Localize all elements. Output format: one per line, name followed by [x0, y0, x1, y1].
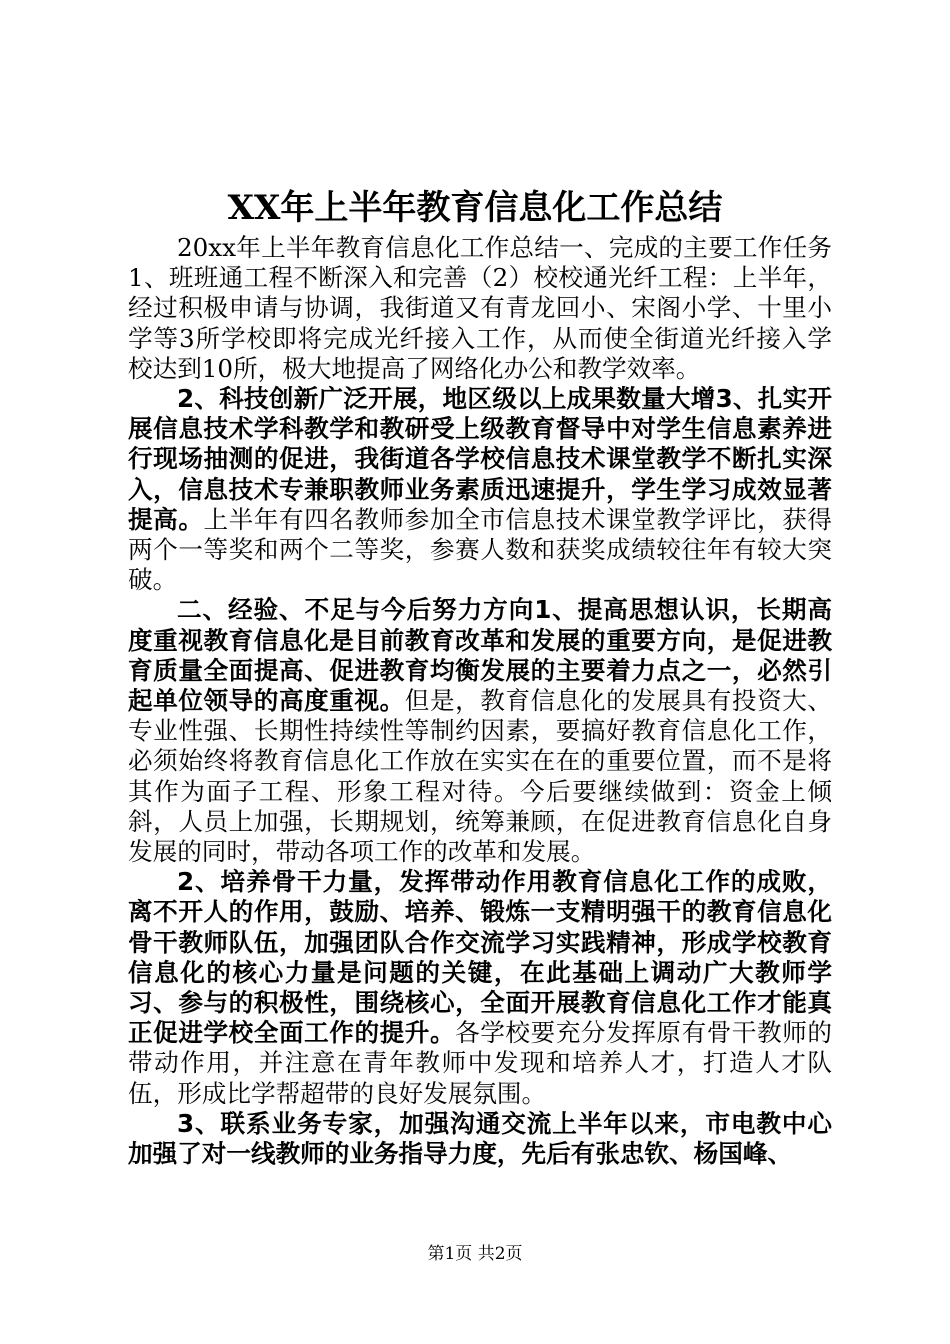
paragraph-3: [128, 595, 832, 867]
paragraph-1-text: 20xx年上半年教育信息化工作总结一、完成的主要工作任务1、班班通工程不断深入和完善（2）校校通光纤工程：上半年，经过积极申请与协调，我街道又有青龙回小、宋阁小学、十里小学等3所学校即将完成光纤接入工作，从而使全街道光纤接入学校达到10所，极大地提高了网络化办公和教学效率。: [128, 233, 832, 383]
paragraph-3-bold: 二、经验、不足与今后努力方向1、提高思想认识，长期高度重视教育信息化是目前教育改革和发展的重要方向，是促进教育质量全面提高、促进教育均衡发展的主要着力点之一，必然引起单位领导的高度重视。: [128, 595, 832, 716]
paragraph-4-text: 各学校要充分发挥原有骨干教师的带动作用，并注意在青年教师中发现和培养人才，打造人才队伍，形成比学帮超带的良好发展氛围。: [128, 1018, 832, 1108]
page-footer: 第1页 共2页: [427, 1244, 523, 1264]
paragraph-3-text: 但是，教育信息化的发展具有投资大、专业性强、长期性持续性等制约因素，要搞好教育信息化工作，必须始终将教育信息化工作放在实实在在的重要位置，而不是将其作为面子工程、形象工程对待。今后要继续做到：资金上倾斜，人员上加强，长期规划，统筹兼顾，在促进教育信息化自身发展的同时，带动各项工作的改革和发展。: [128, 686, 832, 867]
paragraph-2-bold: 2、科技创新广泛开展，地区级以上成果数量大增3、扎实开展信息技术学科教学和教研受上级教育督导中对学生信息素养进行现场抽测的促进，我街道各学校信息技术课堂教学不断扎实深入，信息技术专兼职教师业务素质迅速提升，学生学习成效显著提高。: [128, 384, 832, 534]
paragraph-2-text: 上半年有四名教师参加全市信息技术课堂教学评比，获得两个一等奖和两个二等奖，参赛人数和获奖成绩较往年有较大突破。: [128, 504, 832, 595]
paragraph-4: [128, 867, 832, 1109]
paragraph-1: [128, 233, 832, 384]
paragraph-2: [128, 384, 832, 595]
document-body: [128, 233, 832, 1169]
paragraph-5: [128, 1109, 832, 1169]
paragraph-5-bold: 3、联系业务专家，加强沟通交流上半年以来，市电教中心加强了对一线教师的业务指导力度，先后有张忠钦、杨国峰、: [128, 1108, 832, 1169]
document-title: XX年上半年教育信息化工作总结: [227, 188, 723, 228]
paragraph-4-bold: 2、培养骨干力量，发挥带动作用教育信息化工作的成败，离不开人的作用，鼓励、培养、锻炼一支精明强干的教育信息化骨干教师队伍，加强团队合作交流学习实践精神，形成学校教育信息化的核心力量是问题的关键，在此基础上调动广大教师学习、参与的积极性，围绕核心，全面开展教育信息化工作才能真正促进学校全面工作的提升。: [128, 867, 832, 1048]
